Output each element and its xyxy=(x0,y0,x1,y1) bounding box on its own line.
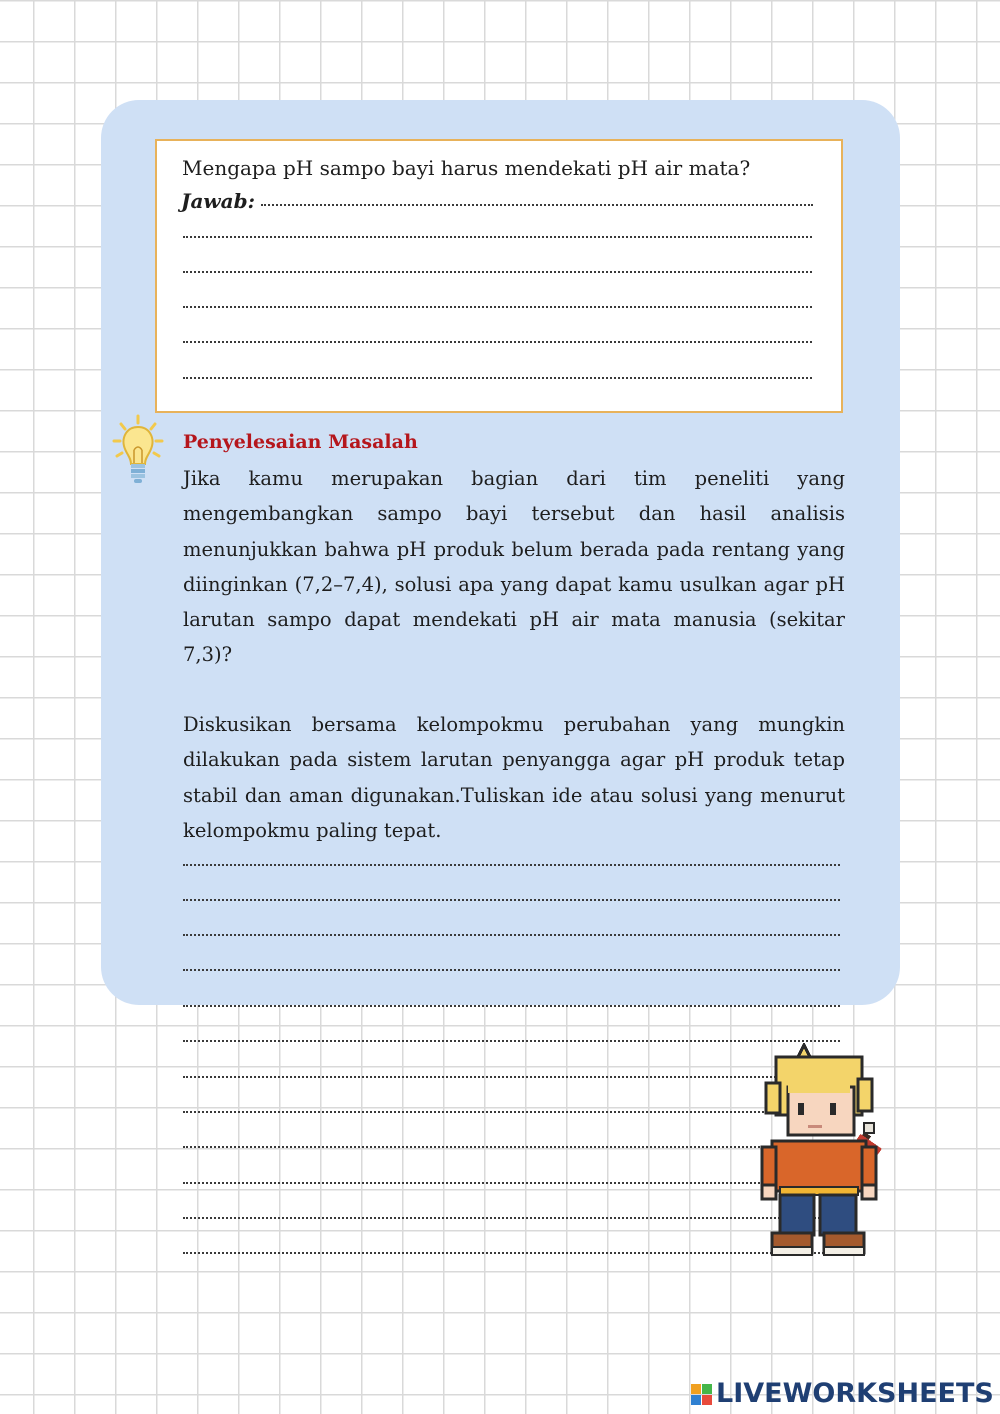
answer-line[interactable] xyxy=(183,271,812,273)
solution-line[interactable] xyxy=(183,1252,840,1254)
question-text: Mengapa pH sampo bayi harus mendekati pH air mata? xyxy=(182,156,751,180)
solution-line[interactable] xyxy=(183,969,840,971)
liveworksheets-mark-icon xyxy=(691,1380,713,1408)
solution-line[interactable] xyxy=(183,1040,840,1042)
solution-line[interactable] xyxy=(183,1076,840,1078)
solution-line[interactable] xyxy=(183,934,840,936)
problem-paragraph-1: Jika kamu merupakan bagian dari tim peneliti yang mengembangkan sampo bayi tersebut dan hasil analisis menunjukkan bahwa pH produk belum berada pada rentang yang diinginkan (7,2–7,4), solusi apa yang dapat kamu usulkan agar pH larutan sampo dapat mendekati pH air mata manusia (sekitar 7,3)? xyxy=(183,467,845,667)
solution-line[interactable] xyxy=(183,1111,840,1113)
solution-line[interactable] xyxy=(183,1182,840,1184)
solution-line[interactable] xyxy=(183,899,840,901)
answer-label: Jawab: xyxy=(181,189,255,213)
section-title: Penyelesaian Masalah xyxy=(183,431,418,453)
logo-text: LIVEWORKSHEETS xyxy=(716,1378,994,1409)
answer-dotted-line[interactable] xyxy=(261,204,813,206)
problem-paragraph-2: Diskusikan bersama kelompokmu perubahan yang mungkin dilakukan pada sistem larutan penyangga agar pH produk tetap stabil dan aman digunakan.Tuliskan ide atau solusi yang menurut kelompokmu paling tepat. xyxy=(183,713,845,842)
answer-line[interactable] xyxy=(183,306,812,308)
solution-line[interactable] xyxy=(183,1005,840,1007)
answer-first-line[interactable] xyxy=(181,186,813,214)
answer-line[interactable] xyxy=(183,236,812,238)
solution-line[interactable] xyxy=(183,1146,840,1148)
lightbulb-icon xyxy=(112,414,164,492)
solution-line[interactable] xyxy=(183,1217,840,1219)
solution-line[interactable] xyxy=(183,864,840,866)
answer-line[interactable] xyxy=(183,341,812,343)
pixel-boy-illustration xyxy=(758,1043,886,1259)
liveworksheets-logo xyxy=(691,1374,994,1414)
answer-line[interactable] xyxy=(183,377,812,379)
